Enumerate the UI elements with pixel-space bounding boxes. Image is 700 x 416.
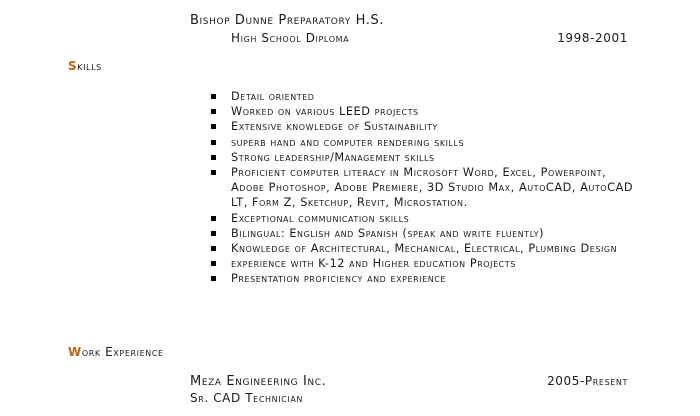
work-heading-rest: ork Experience bbox=[81, 345, 164, 359]
work-heading bbox=[68, 345, 164, 359]
skill-item-text: Presentation proficiency and experience bbox=[231, 272, 446, 286]
bullet-icon bbox=[211, 276, 216, 281]
bullet-icon bbox=[211, 94, 216, 99]
work-position: Sr. CAD Technician bbox=[190, 391, 303, 405]
bullet-icon bbox=[211, 109, 216, 114]
skill-item bbox=[211, 211, 641, 226]
bullet-icon bbox=[211, 140, 216, 145]
work-heading-initial: W bbox=[68, 345, 82, 359]
skill-item bbox=[211, 104, 641, 119]
skills-list bbox=[211, 89, 641, 287]
skill-item-text: Detail oriented bbox=[231, 90, 315, 103]
skill-item bbox=[211, 226, 641, 241]
education-degree: High School Diploma bbox=[231, 31, 350, 45]
skill-item bbox=[211, 241, 641, 256]
skill-item bbox=[211, 119, 641, 134]
skill-item bbox=[211, 89, 641, 104]
work-company: Meza Engineering Inc. bbox=[190, 374, 327, 389]
skill-item-text: Strong leadership/Management skills bbox=[231, 150, 435, 164]
skill-item bbox=[211, 271, 641, 286]
bullet-icon bbox=[211, 246, 216, 251]
skills-heading-rest: kills bbox=[77, 59, 102, 73]
skills-heading-initial: S bbox=[68, 59, 78, 73]
skill-item-text: Extensive knowledge of Sustainability bbox=[231, 120, 438, 134]
skill-item-text: superb hand and computer rendering skills bbox=[231, 135, 465, 149]
bullet-icon bbox=[211, 170, 216, 175]
skill-item-text: Worked on various LEED projects bbox=[231, 105, 419, 119]
bullet-icon bbox=[211, 261, 216, 266]
bullet-icon bbox=[211, 231, 216, 236]
skill-item-text: Proficient computer literacy in Microsoft Word, Excel, Powerpoint, Adobe Photoshop, Adobe Premiere, 3D Studio Max, AutoCAD, AutoCAD LT, Form Z, Sketchup, Revit, Microstation. bbox=[231, 166, 634, 210]
bullet-icon bbox=[211, 216, 216, 221]
skill-item bbox=[211, 150, 641, 165]
education-school: Bishop Dunne Preparatory H.S. bbox=[190, 13, 385, 28]
work-years: 2005-Present bbox=[547, 374, 628, 388]
skill-item-text: Knowledge of Architectural, Mechanical, Electrical, Plumbing Design bbox=[231, 242, 618, 256]
skill-item bbox=[211, 135, 641, 150]
skill-item bbox=[211, 165, 641, 211]
bullet-icon bbox=[211, 124, 216, 129]
skill-item-text: Exceptional communication skills bbox=[231, 211, 410, 225]
skills-heading bbox=[68, 59, 102, 73]
skill-item bbox=[211, 256, 641, 271]
skill-item-text: Bilingual: English and Spanish (speak and write fluently) bbox=[231, 226, 545, 240]
skill-item-text: experience with K-12 and Higher education Projects bbox=[231, 257, 516, 271]
bullet-icon bbox=[211, 155, 216, 160]
education-years: 1998-2001 bbox=[557, 31, 628, 45]
